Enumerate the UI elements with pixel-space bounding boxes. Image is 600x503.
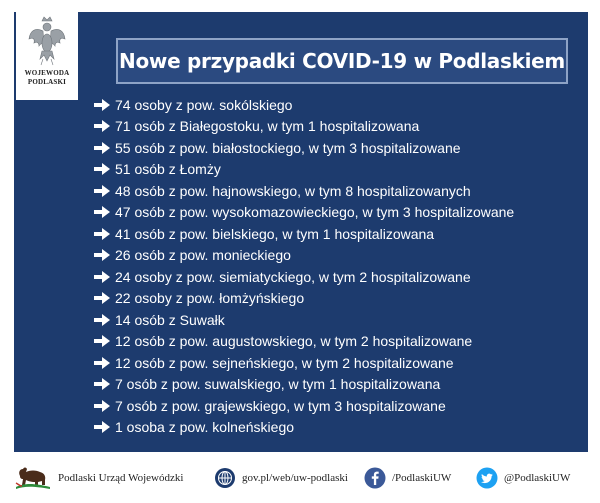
arrow-right-icon: [94, 421, 110, 433]
eagle-emblem-icon: [27, 15, 67, 69]
bison-logo-icon: [14, 466, 52, 490]
list-item: [94, 116, 514, 138]
arrow-right-icon: [94, 142, 110, 154]
arrow-right-icon: [94, 120, 110, 132]
arrow-right-icon: [94, 185, 110, 197]
list-item: [94, 395, 514, 417]
arrow-right-icon: [94, 163, 110, 175]
case-text: 7 osób z pow. grajewskiego, w tym 3 hospitalizowane: [115, 397, 446, 414]
case-text: 41 osób z pow. bielskiego, w tym 1 hospitalizowana: [115, 225, 435, 242]
case-text: 26 osób z pow. monieckiego: [115, 247, 291, 264]
page-title: Nowe przypadki COVID-19 w Podlaskiem: [119, 49, 565, 73]
globe-icon: [214, 467, 236, 489]
voivode-emblem: [16, 12, 78, 100]
case-text: 55 osób z pow. białostockiego, w tym 3 hospitalizowane: [115, 139, 461, 156]
list-item: [94, 137, 514, 159]
footer-office: [14, 452, 183, 503]
arrow-right-icon: [94, 400, 110, 412]
case-text: 74 osoby z pow. sokólskiego: [115, 96, 293, 113]
list-item: [94, 417, 514, 439]
case-text: 12 osób z pow. augustowskiego, w tym 2 hospitalizowane: [115, 333, 473, 350]
cases-list: [94, 94, 514, 438]
list-item: [94, 288, 514, 310]
office-name: Podlaski Urząd Wojewódzki: [58, 471, 184, 484]
facebook-handle[interactable]: /PodlaskiUW: [392, 471, 452, 484]
arrow-right-icon: [94, 99, 110, 111]
case-text: 51 osób z Łomży: [115, 161, 221, 178]
footer-twitter[interactable]: [476, 452, 570, 503]
arrow-right-icon: [94, 314, 110, 326]
case-text: 24 osoby z pow. siemiatyckiego, w tym 2 hospitalizowane: [115, 268, 471, 285]
list-item: [94, 309, 514, 331]
list-item: [94, 331, 514, 353]
list-item: [94, 245, 514, 267]
case-text: 47 osób z pow. wysokomazowieckiego, w tym 3 hospitalizowane: [115, 204, 515, 221]
list-item: [94, 352, 514, 374]
website-link[interactable]: gov.pl/web/uw-podlaski: [242, 471, 348, 484]
arrow-right-icon: [94, 249, 110, 261]
arrow-right-icon: [94, 357, 110, 369]
case-text: 7 osób z pow. suwalskiego, w tym 1 hospitalizowana: [115, 376, 441, 393]
arrow-right-icon: [94, 228, 110, 240]
list-item: [94, 202, 514, 224]
footer-facebook[interactable]: [364, 452, 451, 503]
case-text: 71 osób z Białegostoku, w tym 1 hospitalizowana: [115, 118, 420, 135]
emblem-line-1: WOJEWODA: [24, 69, 70, 77]
list-item: [94, 374, 514, 396]
arrow-right-icon: [94, 271, 110, 283]
list-item: [94, 223, 514, 245]
facebook-icon: [364, 467, 386, 489]
case-text: 14 osób z Suwałk: [115, 311, 225, 328]
footer: [0, 452, 600, 503]
list-item: [94, 94, 514, 116]
arrow-right-icon: [94, 292, 110, 304]
case-text: 22 osoby z pow. łomżyńskiego: [115, 290, 305, 307]
arrow-right-icon: [94, 206, 110, 218]
case-text: 48 osób z pow. hajnowskiego, w tym 8 hospitalizowanych: [115, 182, 471, 199]
twitter-icon: [476, 467, 498, 489]
case-text: 12 osób z pow. sejneńskiego, w tym 2 hospitalizowane: [115, 354, 454, 371]
list-item: [94, 266, 514, 288]
arrow-right-icon: [94, 335, 110, 347]
footer-website[interactable]: [214, 452, 348, 503]
arrow-right-icon: [94, 378, 110, 390]
list-item: [94, 180, 514, 202]
case-text: 1 osoba z pow. kolneńskiego: [115, 419, 295, 436]
list-item: [94, 159, 514, 181]
title-box: [116, 38, 568, 84]
twitter-handle[interactable]: @PodlaskiUW: [504, 471, 571, 484]
emblem-line-2: PODLASKI: [27, 78, 67, 86]
